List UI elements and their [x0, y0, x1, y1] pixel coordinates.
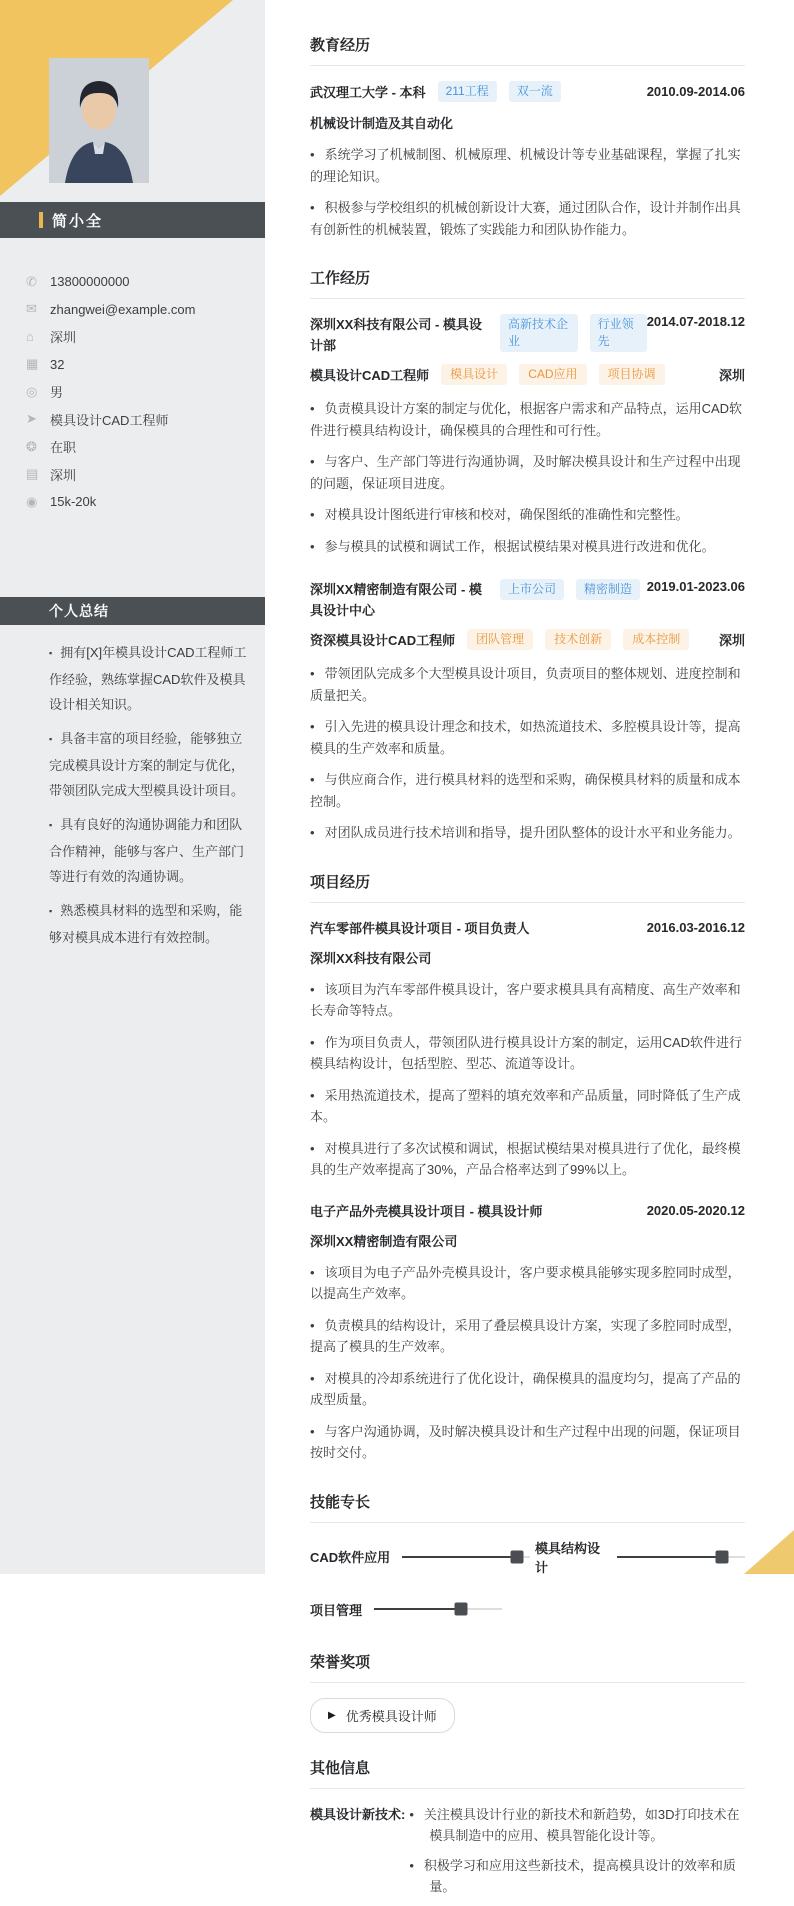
- project-header-row: [310, 1201, 745, 1220]
- skill-item: [310, 1538, 535, 1576]
- summary-bullet: ▪ 拥有[X]年模具设计CAD工程师工作经验，熟练掌握CAD软件及模具设计相关知识。: [49, 645, 247, 712]
- gender-icon: ◎: [26, 383, 38, 399]
- section-work: [310, 267, 745, 844]
- summary-body: [49, 640, 247, 959]
- contact-row-city: [26, 461, 251, 489]
- contact-row-email: [26, 296, 251, 324]
- section-title-work: 工作经历: [310, 267, 745, 299]
- contact-value: 模具设计CAD工程师: [50, 412, 169, 428]
- contact-value: 深圳: [50, 330, 77, 346]
- contact-value: 13800000000: [50, 274, 130, 290]
- bullet-icon: ▪: [49, 906, 53, 916]
- skill-slider: [374, 1608, 502, 1610]
- bullet-item: • 对模具设计图纸进行审核和校对，确保图纸的准确性和完整性。: [310, 507, 689, 522]
- major: 机械设计制造及其自动化: [310, 116, 454, 131]
- contact-value: 深圳: [50, 467, 77, 483]
- home-icon: ⌂: [26, 329, 34, 345]
- section-title-skills: 技能专长: [310, 1491, 745, 1523]
- role-row: [310, 629, 745, 650]
- bullet-icon: •: [310, 1317, 315, 1333]
- contact-row-age: [26, 351, 251, 379]
- skill-slider-fill: [617, 1556, 722, 1558]
- name-accent-mark: [39, 212, 43, 228]
- bullet-icon: •: [310, 200, 315, 215]
- skill-slider-fill: [402, 1556, 517, 1558]
- project-date: 2016.03-2016.12: [646, 919, 745, 935]
- project-item: [310, 918, 745, 1181]
- other-info-label: 模具设计新技术:: [310, 1806, 406, 1822]
- bullet-icon: •: [310, 1370, 315, 1386]
- bullet-icon: •: [310, 719, 315, 734]
- skill-label: CAD软件应用: [310, 1550, 391, 1565]
- bullet-item: • 该项目为汽车零部件模具设计，客户要求模具具有高精度、高生产效率和长寿命等特点。: [310, 981, 741, 1018]
- skills-grid: [310, 1538, 745, 1643]
- bullet-icon: •: [310, 454, 315, 469]
- role-badge: CAD应用: [519, 364, 586, 385]
- bullet-icon: •: [310, 538, 315, 554]
- contact-value: 15k-20k: [50, 494, 97, 510]
- section-skills: [310, 1491, 745, 1643]
- bullet-item: • 对团队成员进行技术培训和指导，提升团队整体的设计水平和业务能力。: [310, 825, 741, 840]
- bullet-icon: •: [310, 401, 315, 416]
- name-bar: [0, 202, 265, 238]
- phone-icon: ✆: [26, 273, 37, 289]
- company-badge: 高新技术企业: [500, 314, 578, 352]
- bullet-icon: •: [310, 1087, 315, 1103]
- profile-photo-placeholder: [49, 58, 149, 183]
- other-info-list: [409, 1804, 745, 1906]
- bullet-icon: •: [310, 147, 315, 162]
- contact-row-job-intention: [26, 406, 251, 434]
- bullet-icon: •: [310, 507, 315, 522]
- company-name: 深圳XX科技有限公司 - 模具设计部: [310, 317, 482, 353]
- skill-label: 项目管理: [310, 1602, 363, 1618]
- contact-value: zhangwei@example.com: [50, 301, 196, 317]
- work-location: 深圳: [718, 633, 745, 648]
- salary-icon: ◉: [26, 493, 38, 509]
- contact-value: 在职: [50, 440, 77, 456]
- bullet-item: • 对模具进行了多次试模和调试，根据试模结果对模具进行了优化，最终模具的生产效率提高了30%，产品合格率达到了99%以上。: [310, 1140, 741, 1177]
- project-date: 2020.05-2020.12: [646, 1202, 745, 1218]
- skill-slider: [617, 1556, 745, 1558]
- bullet-icon: •: [310, 772, 315, 787]
- summary-title: 个人总结: [49, 603, 109, 619]
- school-name: 武汉理工大学 - 本科: [310, 85, 426, 100]
- company-name: 深圳XX精密制造有限公司 - 模具设计中心: [310, 582, 482, 618]
- profile-photo: [49, 58, 149, 183]
- project-name: 汽车零部件模具设计项目 - 项目负责人: [310, 920, 530, 936]
- bullet-icon: •: [409, 1806, 414, 1822]
- candidate-name: 简小全: [52, 212, 104, 230]
- company-row: [310, 314, 745, 356]
- bullet-item: • 与客户、生产部门等进行沟通协调，及时解决模具设计和生产过程中出现的问题，保证项目进度。: [310, 454, 741, 491]
- project-header-row: [310, 918, 745, 937]
- resume-main: [265, 0, 794, 1906]
- education-date: 2010.09-2014.06: [646, 84, 745, 99]
- role-row: [310, 364, 745, 385]
- contact-row-home: [26, 323, 251, 351]
- summary-bullet: ▪ 具有良好的沟通协调能力和团队合作精神，能够与客户、生产部门等进行有效的沟通协调。: [49, 817, 245, 884]
- work-date: 2014.07-2018.12: [646, 314, 745, 329]
- bullet-icon: •: [310, 1140, 315, 1156]
- bullet-icon: •: [310, 666, 315, 681]
- bullet-icon: ▪: [49, 648, 53, 658]
- summary-header: [0, 597, 265, 625]
- project-org: 深圳XX科技有限公司: [310, 950, 432, 966]
- city-icon: ▤: [26, 466, 39, 482]
- work-location: 深圳: [718, 368, 745, 383]
- honor-label: 优秀模具设计师: [345, 1708, 437, 1724]
- sidebar: [0, 0, 265, 1574]
- role-title: 资深模具设计CAD工程师: [310, 633, 456, 648]
- contact-row-gender: [26, 378, 251, 406]
- bullet-item: • 参与模具的试模和调试工作，根据试模结果对模具进行改进和优化。: [310, 538, 715, 554]
- bullet-icon: ▪: [49, 820, 53, 830]
- company-badge: 行业领先: [590, 314, 647, 352]
- play-icon: ▶: [328, 1709, 336, 1721]
- contact-row-phone: [26, 268, 251, 296]
- bullet-item: • 带领团队完成多个大型模具设计项目，负责项目的整体规划、进度控制和质量把关。: [310, 666, 741, 703]
- bullet-item: • 作为项目负责人，带领团队进行模具设计方案的制定，运用CAD软件进行模具结构设计，包括型腔、型芯、流道等设计。: [310, 1034, 743, 1071]
- skill-slider-handle[interactable]: [715, 1550, 728, 1563]
- bullet-item: • 与客户沟通协调，及时解决模具设计和生产过程中出现的问题，保证项目按时交付。: [310, 1423, 741, 1460]
- school-badge: 211工程: [438, 81, 497, 102]
- summary-bullet: ▪ 具备丰富的项目经验，能够独立完成模具设计方案的制定与优化，带领团队完成大型模具设计项目。: [49, 731, 245, 798]
- bullet-icon: •: [409, 1857, 414, 1873]
- project-item: [310, 1201, 745, 1464]
- skill-slider-handle[interactable]: [455, 1603, 468, 1616]
- section-education: [310, 34, 745, 240]
- bullet-icon: •: [310, 1034, 315, 1050]
- email-icon: ✉: [26, 301, 37, 317]
- skill-label: 模具结构设计: [535, 1540, 601, 1575]
- work-item: [310, 314, 745, 557]
- skill-item: [535, 1538, 745, 1576]
- other-info-row: [310, 1804, 745, 1906]
- bullet-item: • 关注模具设计行业的新技术和新趋势，如3D打印技术在模具制造中的应用、模具智能化设计等。: [409, 1806, 740, 1843]
- contact-list: [26, 268, 251, 516]
- contact-value: 32: [50, 356, 65, 372]
- bullet-item: • 负责模具设计方案的制定与优化，根据客户需求和产品特点，运用CAD软件进行模具结构设计，确保模具的合理性和可行性。: [310, 401, 743, 438]
- bullet-item: • 与供应商合作，进行模具材料的选型和采购，确保模具材料的质量和成本控制。: [310, 772, 741, 809]
- skill-slider-handle[interactable]: [511, 1550, 524, 1563]
- role-badge: 项目协调: [599, 364, 665, 385]
- section-title-projects: 项目经历: [310, 871, 745, 903]
- job-intention-icon: ➤: [26, 411, 37, 427]
- work-date: 2019.01-2023.06: [646, 579, 745, 594]
- skill-slider: [402, 1556, 530, 1558]
- skill-slider-fill: [374, 1608, 461, 1610]
- school-badge: 双一流: [509, 81, 561, 102]
- bullet-icon: •: [310, 1264, 315, 1280]
- company-row: [310, 579, 745, 621]
- skill-item: [310, 1600, 535, 1619]
- role-badge: 成本控制: [623, 629, 689, 650]
- bullet-item: • 对模具的冷却系统进行了优化设计，确保模具的温度均匀，提高了产品的成型质量。: [310, 1370, 741, 1407]
- project-name: 电子产品外壳模具设计项目 - 模具设计师: [310, 1203, 543, 1219]
- bullet-item: • 积极参与学校组织的机械创新设计大赛，通过团队合作，设计并制作出具有创新性的机械装置，锻炼了实践能力和团队协作能力。: [310, 200, 741, 237]
- company-badge: 上市公司: [500, 579, 564, 600]
- bullet-item: • 积极学习和应用这些新技术，提高模具设计的效率和质量。: [409, 1857, 736, 1894]
- bullet-item: • 负责模具的结构设计，采用了叠层模具设计方案，实现了多腔同时成型，提高了模具的生产效率。: [310, 1317, 741, 1354]
- bullet-item: • 系统学习了机械制图、机械原理、机械设计等专业基础课程，掌握了扎实的理论知识。: [310, 147, 741, 184]
- section-title-honors: 荣誉奖项: [310, 1651, 745, 1683]
- role-badge: 团队管理: [467, 629, 533, 650]
- status-icon: ❂: [26, 438, 37, 454]
- bullet-item: • 引入先进的模具设计理念和技术，如热流道技术、多腔模具设计等，提高模具的生产效率和质量。: [310, 719, 741, 756]
- bullet-item: • 该项目为电子产品外壳模具设计，客户要求模具能够实现多腔同时成型，以提高生产效率。: [310, 1264, 741, 1301]
- role-badge: 技术创新: [545, 629, 611, 650]
- section-projects: [310, 871, 745, 1464]
- bullet-icon: •: [310, 825, 315, 840]
- age-icon: ▦: [26, 356, 39, 372]
- summary-bullet: ▪ 熟悉模具材料的选型和采购，能够对模具成本进行有效控制。: [49, 903, 243, 945]
- role-title: 模具设计CAD工程师: [310, 368, 430, 383]
- section-title-education: 教育经历: [310, 34, 745, 66]
- project-org: 深圳XX精密制造有限公司: [310, 1233, 458, 1249]
- company-badge: 精密制造: [576, 579, 640, 600]
- bullet-icon: ▪: [49, 734, 53, 744]
- contact-row-salary: [26, 488, 251, 516]
- section-other: [310, 1757, 745, 1906]
- section-title-other: 其他信息: [310, 1757, 745, 1789]
- education-header-row: [310, 81, 745, 102]
- contact-row-status: [26, 433, 251, 461]
- bullet-icon: •: [310, 1423, 315, 1439]
- work-item: [310, 579, 745, 844]
- honor-tag[interactable]: [310, 1698, 455, 1733]
- bullet-icon: •: [310, 981, 315, 997]
- role-badge: 模具设计: [441, 364, 507, 385]
- contact-value: 男: [50, 385, 64, 401]
- section-honors: [310, 1651, 745, 1733]
- bullet-item: • 采用热流道技术，提高了塑料的填充效率和产品质量，同时降低了生产成本。: [310, 1087, 741, 1124]
